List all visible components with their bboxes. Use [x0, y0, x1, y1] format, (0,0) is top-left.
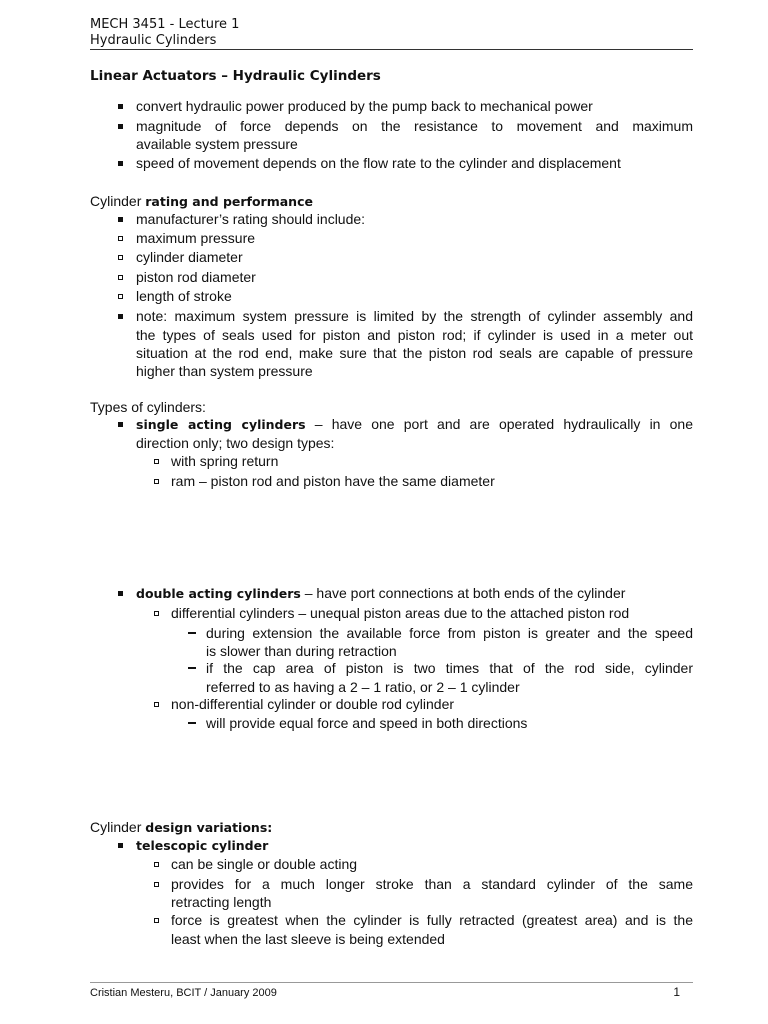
sub-bullet	[118, 236, 123, 241]
sub-bullet	[154, 862, 159, 867]
bullet-square	[118, 161, 123, 166]
bullet-text: manufacturer’s rating should include:	[136, 211, 366, 227]
non-differential-line: non-differential cylinder or double rod cylinder	[171, 696, 455, 712]
differential-line: differential cylinders – unequal piston areas due to the attached piston rod	[171, 605, 630, 621]
rating-item: length of stroke	[136, 288, 232, 304]
bullet-text: convert hydraulic power produced by the pump back to mechanical power	[136, 98, 593, 114]
rating-item: cylinder diameter	[136, 249, 243, 265]
bullet-square	[118, 843, 123, 848]
differential-point: if the cap area of piston is two times that of the rod side, cylinder	[206, 660, 693, 676]
differential-point: referred to as having a 2 – 1 ratio, or 2 – 1 cylinder	[206, 679, 520, 695]
sub-bullet	[154, 611, 159, 616]
bullet-square	[118, 591, 123, 596]
sub-bullet	[118, 294, 123, 299]
telescopic-point: least when the last sleeve is being extended	[171, 931, 445, 947]
bullet-text-continued: available system pressure	[136, 136, 298, 152]
dash-bullet	[188, 632, 196, 634]
sub-bullet	[154, 479, 159, 484]
bullet-text: speed of movement depends on the flow rate to the cylinder and displacement	[136, 155, 621, 171]
non-differential-point: will provide equal force and speed in both directions	[206, 715, 528, 731]
lecture-topic: Hydraulic Cylinders	[90, 33, 217, 48]
sub-bullet	[154, 702, 159, 707]
dash-bullet	[188, 667, 196, 669]
bullet-square	[118, 124, 123, 129]
note-line: situation at the rod end, make sure that the piston rod seals are capable of pressure	[136, 345, 693, 361]
bullet-square	[118, 104, 123, 109]
footer-author: Cristian Mesteru, BCIT / January 2009	[90, 987, 277, 999]
single-acting-line: single acting cylinders – have one port and are operated hydraulically in one	[136, 416, 693, 432]
telescopic-point: retracting length	[171, 894, 272, 910]
bullet-square	[118, 217, 123, 222]
section-title-design-variations: Cylinder design variations:	[90, 819, 273, 835]
header-rule	[90, 49, 693, 50]
rating-item: piston rod diameter	[136, 269, 256, 285]
dash-bullet	[188, 722, 196, 724]
single-type: with spring return	[171, 453, 279, 469]
note-line: note: maximum system pressure is limited by the strength of cylinder assembly and	[136, 308, 693, 324]
telescopic-line: telescopic cylinder	[136, 838, 269, 853]
differential-point: is slower than during retraction	[206, 643, 397, 659]
sub-bullet	[154, 882, 159, 887]
page-number: 1	[673, 985, 680, 999]
sub-bullet	[154, 918, 159, 923]
telescopic-point: can be single or double acting	[171, 856, 358, 872]
sub-bullet	[154, 459, 159, 464]
footer-rule	[90, 982, 693, 983]
course-title: MECH 3451 - Lecture 1	[90, 17, 240, 32]
section-title-linear-actuators: Linear Actuators – Hydraulic Cylinders	[90, 68, 381, 84]
single-acting-line: direction only; two design types:	[136, 435, 335, 451]
rating-item: maximum pressure	[136, 230, 256, 246]
section-title-types: Types of cylinders:	[90, 399, 206, 415]
telescopic-point: force is greatest when the cylinder is fully retracted (greatest area) and is the	[171, 912, 693, 928]
sub-bullet	[118, 255, 123, 260]
telescopic-point: provides for a much longer stroke than a standard cylinder of the same	[171, 876, 693, 892]
single-type: ram – piston rod and piston have the same diameter	[171, 473, 495, 489]
bullet-square	[118, 314, 123, 319]
bullet-square	[118, 422, 123, 427]
section-title-rating: Cylinder rating and performance	[90, 193, 313, 209]
bullet-text: magnitude of force depends on the resistance to movement and maximum	[136, 118, 693, 134]
double-acting-line: double acting cylinders – have port connections at both ends of the cylinder	[136, 585, 626, 601]
note-line: higher than system pressure	[136, 363, 313, 379]
differential-point: during extension the available force from piston is greater and the speed	[206, 625, 693, 641]
note-line: the types of seals used for piston and piston rod; if cylinder is used in a meter out	[136, 327, 693, 343]
sub-bullet	[118, 275, 123, 280]
